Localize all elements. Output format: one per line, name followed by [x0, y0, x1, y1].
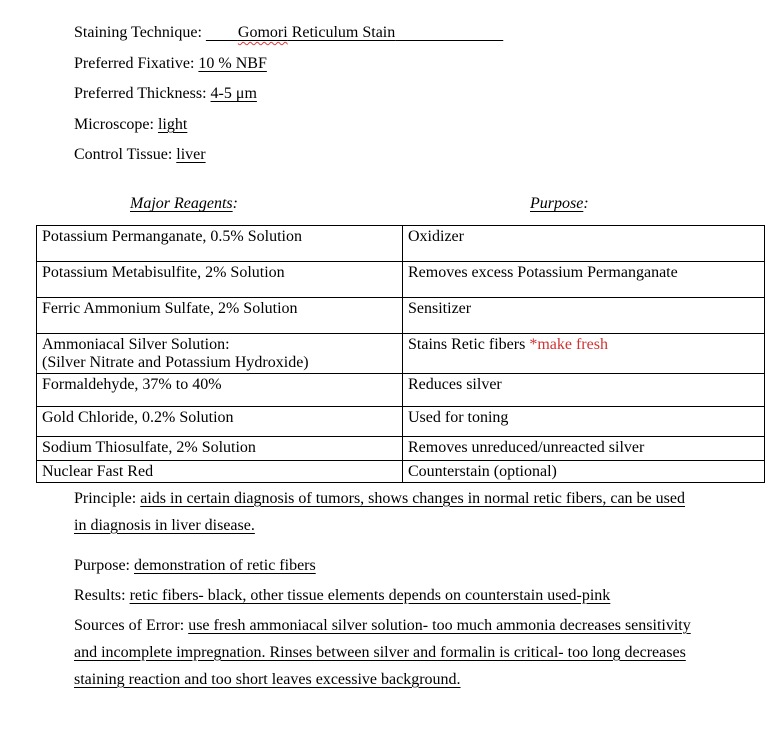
- section-label: Principle:: [74, 489, 141, 507]
- purpose-note: *make fresh: [525, 335, 608, 353]
- field-label: Staining Technique:: [74, 24, 206, 41]
- field-control-tissue: [74, 140, 772, 171]
- table-headers: [0, 171, 772, 220]
- field-label: Microscope:: [74, 115, 158, 133]
- field-microscope: [74, 110, 772, 141]
- field-preferred-fixative: [74, 49, 772, 80]
- reagent-table: [36, 225, 765, 483]
- purpose-cell: Used for toning: [403, 406, 765, 436]
- reagent-row: [37, 460, 765, 482]
- field-staining-technique: [74, 18, 772, 49]
- field-value: light: [157, 115, 188, 133]
- purpose-cell: Counterstain (optional): [403, 460, 765, 482]
- major-reagents-header: Major Reagents:: [130, 194, 238, 212]
- misspelled-word: Gomori: [237, 24, 288, 41]
- field-label: Preferred Thickness:: [74, 85, 211, 103]
- reagent-row: [37, 261, 765, 297]
- purpose-header: Purpose:: [530, 194, 589, 212]
- field-value: liver: [176, 146, 206, 164]
- reagent-cell: Formaldehyde, 37% to 40%: [37, 373, 403, 406]
- field-value: 10 % NBF: [198, 54, 267, 72]
- reagent-cell: Gold Chloride, 0.2% Solution: [37, 406, 403, 436]
- section-value: aids in certain diagnosis of tumors, shows changes in normal retic fibers, can be used in diagnosis in liver disease.: [74, 489, 685, 534]
- field-value: Gomori Reticulum Stain: [237, 24, 396, 41]
- table-header-line: [74, 189, 772, 220]
- reagent-row: [37, 406, 765, 436]
- purpose-cell: Oxidizer: [403, 225, 765, 261]
- purpose-cell: Removes unreduced/unreacted silver: [403, 436, 765, 460]
- field-preferred-thickness: [74, 79, 772, 110]
- field-label: Control Tissue:: [74, 146, 177, 164]
- section-value: retic fibers- black, other tissue elements depends on counterstain used-pink: [129, 586, 611, 604]
- reagent-row: [37, 297, 765, 333]
- section-label: Purpose:: [74, 556, 134, 574]
- section-purpose: [74, 552, 698, 579]
- reagent-cell: Ammoniacal Silver Solution: (Silver Nitrate and Potassium Hydroxide): [37, 333, 403, 373]
- reagent-cell: Nuclear Fast Red: [37, 460, 403, 482]
- field-label: Preferred Fixative:: [74, 54, 199, 72]
- notes-sections: [74, 485, 698, 693]
- reagent-row: [37, 436, 765, 460]
- section-label: Results:: [74, 586, 130, 604]
- field-value: 4-5 μm: [210, 85, 257, 103]
- header-fields: [0, 0, 772, 171]
- reagent-row: [37, 225, 765, 261]
- section-results: [74, 582, 698, 609]
- section-value: demonstration of retic fibers: [134, 556, 316, 574]
- section-sources-of-error: [74, 612, 698, 693]
- reagent-cell: Potassium Permanganate, 0.5% Solution: [37, 225, 403, 261]
- purpose-cell: Removes excess Potassium Permanganate: [403, 261, 765, 297]
- reagent-row: [37, 373, 765, 406]
- purpose-cell: Reduces silver: [403, 373, 765, 406]
- reagent-cell: Potassium Metabisulfite, 2% Solution: [37, 261, 403, 297]
- reagent-row: [37, 333, 765, 373]
- purpose-cell: Sensitizer: [403, 297, 765, 333]
- reagent-cell: Ferric Ammonium Sulfate, 2% Solution: [37, 297, 403, 333]
- purpose-cell: Stains Retic fibers *make fresh: [403, 333, 765, 373]
- section-principle: [74, 485, 698, 539]
- section-value: use fresh ammoniacal silver solution- too much ammonia decreases sensitivity and incomplete impregnation. Rinses between silver and formalin is critical- too long decreases staining reaction and too short leaves excessive background.: [74, 616, 691, 688]
- reagent-cell: Sodium Thiosulfate, 2% Solution: [37, 436, 403, 460]
- section-label: Sources of Error:: [74, 616, 189, 634]
